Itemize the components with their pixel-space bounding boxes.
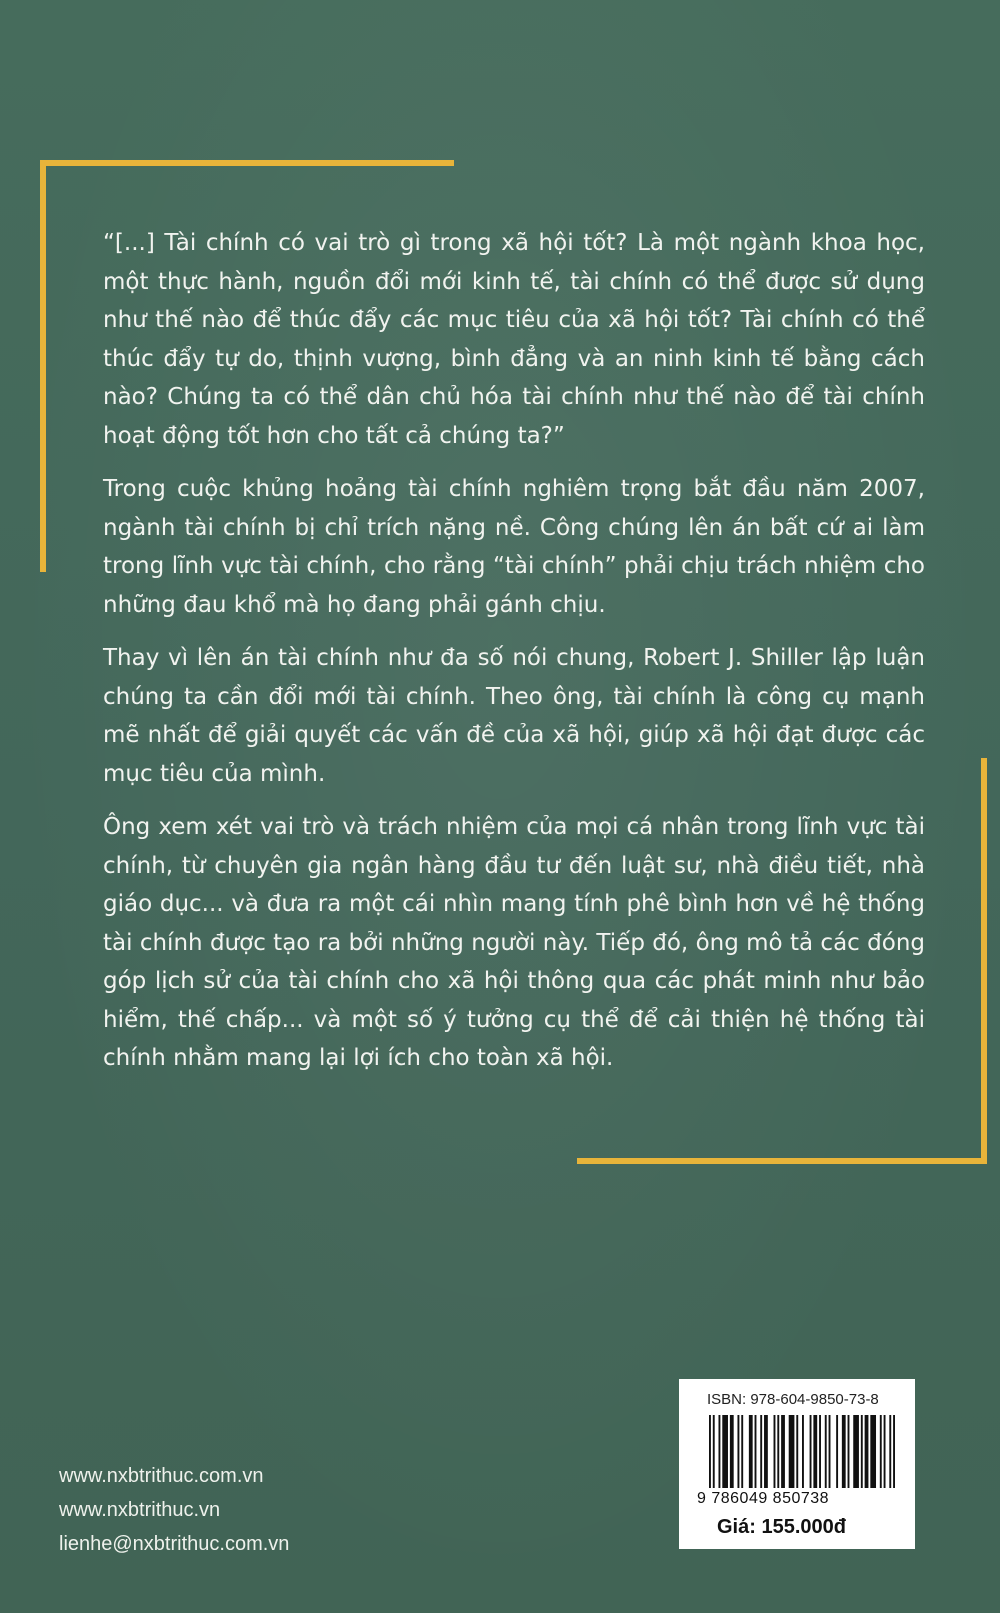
blurb (103, 224, 925, 1093)
barcode-bar (810, 1415, 812, 1488)
top-left-bracket-horizontal (40, 160, 454, 166)
barcode-bar (730, 1415, 734, 1488)
barcode-bar (819, 1415, 821, 1488)
barcode-bar (802, 1415, 804, 1488)
barcode-bar (764, 1415, 768, 1488)
website-link-2[interactable]: www.nxbtrithuc.vn (59, 1499, 221, 1521)
barcode-bar (836, 1415, 838, 1488)
barcode-digits: 9 786049 850738 (697, 1490, 830, 1507)
barcode-bar (741, 1415, 743, 1488)
barcode-bar (893, 1415, 895, 1488)
barcode-bar (777, 1415, 779, 1488)
barcode-bar (737, 1415, 739, 1488)
barcode-bar (842, 1415, 846, 1488)
barcode-bar (884, 1415, 886, 1488)
blurb-paragraph-3: Ông xem xét vai trò và trách nhiệm của mọi cá nhân trong lĩnh vực tài chính, từ chuyên gia ngân hàng đầu tư đến luật sư, nhà điều tiết, nhà giáo dục... và đưa ra một cái nhìn mang tính phê bình hơn về hệ thống tài chính được tạo ra bởi những người này. Tiếp đó, ông mô tả các đóng góp lịch sử của tài chính cho xã hội thông qua các phát minh như bảo hiểm, thế chấp... và một số ý tưởng cụ thể để cải thiện hệ thống tài chính nhằm mang lại lợi ích cho toàn xã hội. (103, 814, 925, 1071)
barcode-bar (889, 1415, 891, 1488)
barcode-bar (829, 1415, 831, 1488)
barcode-bar (760, 1415, 762, 1488)
barcode-bar (749, 1415, 753, 1488)
publisher-contact (59, 1459, 289, 1561)
barcode-bar (796, 1415, 798, 1488)
price-label: Giá: 155.000đ (717, 1516, 846, 1538)
top-left-bracket-vertical (40, 160, 46, 572)
barcode-bar (789, 1415, 795, 1488)
bottom-right-bracket-horizontal (577, 1158, 987, 1164)
blurb-paragraph-2: Thay vì lên án tài chính như đa số nói chung, Robert J. Shiller lập luận chúng ta cần đổi mới tài chính. Theo ông, tài chính là công cụ mạnh mẽ nhất để giải quyết các vấn đề của xã hội, giúp xã hội đạt được các mục tiêu của mình. (103, 645, 925, 787)
barcode-bar (774, 1415, 776, 1488)
barcode-bar (865, 1415, 869, 1488)
blurb-quote: “[...] Tài chính có vai trò gì trong xã hội tốt? Là một ngành khoa học, một thực hành, nguồn đổi mới kinh tế, tài chính có thể được sử dụng như thế nào để thúc đẩy các mục tiêu của xã hội tốt? Tài chính có thể thúc đẩy tự do, thịnh vượng, bình đẳng và an ninh kinh tế bằng cách nào? Chúng ta có thể dân chủ hóa tài chính như thế nào để tài chính hoạt động tốt hơn cho tất cả chúng ta?” (103, 230, 925, 449)
email-link[interactable]: lienhe@nxbtrithuc.com.vn (59, 1533, 290, 1555)
isbn-sticker (679, 1379, 915, 1549)
barcode-bar (713, 1415, 715, 1488)
barcode-bar (880, 1415, 882, 1488)
barcode-bar (755, 1415, 757, 1488)
barcode-bar (813, 1415, 817, 1488)
barcode-bar (781, 1415, 785, 1488)
blurb-paragraph-1: Trong cuộc khủng hoảng tài chính nghiêm trọng bắt đầu năm 2007, ngành tài chính bị chỉ trích nặng nề. Công chúng lên án bất cứ ai làm trong lĩnh vực tài chính, cho rằng “tài chính” phải chịu trách nhiệm cho những đau khổ mà họ đang phải gánh chịu. (103, 476, 925, 618)
barcode-icon (709, 1415, 895, 1488)
website-link-1[interactable]: www.nxbtrithuc.com.vn (59, 1465, 264, 1487)
barcode-bar (870, 1415, 876, 1488)
barcode-bar (718, 1415, 720, 1488)
barcode-bar (722, 1415, 728, 1488)
barcode-bar (861, 1415, 863, 1488)
barcode-bar (848, 1415, 850, 1488)
barcode-bar (853, 1415, 859, 1488)
isbn-label: ISBN: 978-604-9850-73-8 (707, 1391, 879, 1408)
bottom-right-bracket-vertical (981, 758, 987, 1164)
barcode-bar (709, 1415, 711, 1488)
barcode-bar (825, 1415, 827, 1488)
